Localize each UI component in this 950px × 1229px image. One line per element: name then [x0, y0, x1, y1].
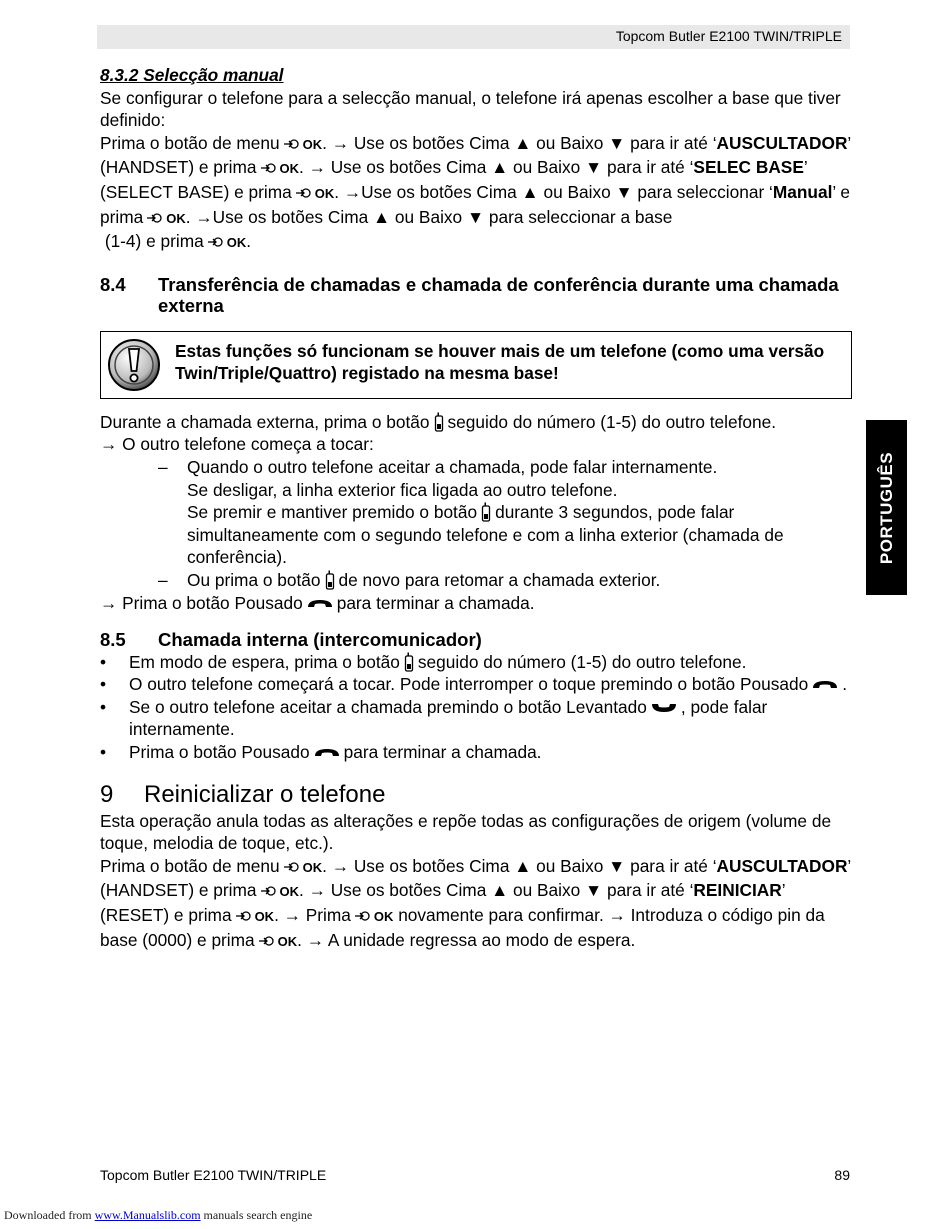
section-number: 8.5 — [100, 629, 126, 651]
hang-up-icon — [313, 746, 341, 760]
list-item — [100, 741, 852, 764]
text: . → Use os botões Cima ▲ ou Baixo ▼ para ir até ‘ — [299, 157, 694, 178]
section-9-intro: Esta operação anula todas as alterações e repõe todas as configurações de origem (volume de toque, melodia de toque, etc.). — [100, 810, 832, 854]
dash-marker: – — [158, 569, 168, 590]
menu-icon — [296, 187, 311, 199]
section-8-4-dash-list — [100, 456, 852, 592]
section-8-4-para-2: → O outro telefone começa a tocar: — [100, 434, 374, 455]
section-title: Reinicializar o telefone — [144, 780, 386, 808]
text: para terminar a chamada. — [336, 592, 535, 613]
hang-up-icon — [306, 597, 334, 611]
language-label: PORTUGUÊS — [876, 451, 896, 564]
text: . →Use os botões Cima ▲ ou Baixo ▼ para seleccionar a base — [185, 206, 673, 227]
bullet-marker: • — [100, 696, 107, 717]
text: , pode falar internamente. — [129, 696, 768, 740]
intercom-handset-icon — [325, 570, 335, 590]
ok-label: OK — [279, 161, 300, 177]
text: Em modo de espera, prima o botão — [129, 651, 400, 672]
text: Prima o botão Pousado — [129, 741, 310, 762]
section-8-4-heading — [100, 274, 852, 317]
menu-icon — [261, 885, 276, 897]
text: . → Use os botões Cima ▲ ou Baixo ▼ para ir até ‘ — [299, 880, 694, 901]
text: Se desligar, a linha exterior fica ligada ao outro telefone. — [187, 479, 618, 500]
intercom-handset-icon — [404, 652, 414, 672]
text: de novo para retomar a chamada exterior. — [338, 569, 661, 590]
text: novamente para confirmar. → Introduza o código pin da base (0000) e prima — [100, 904, 825, 950]
bullet-marker: • — [100, 651, 107, 672]
text: ’ (SELECT BASE) e prima — [100, 157, 808, 202]
section-9-instructions — [100, 855, 852, 953]
menu-term: AUSCULTADOR — [716, 132, 848, 153]
text: Prima o botão de menu — [100, 132, 280, 153]
section-8-3-2-instructions-end — [100, 230, 852, 255]
section-8-5-heading — [100, 629, 852, 651]
ok-label: OK — [302, 859, 323, 875]
list-item — [100, 569, 852, 592]
section-title: Transferência de chamadas e chamada de conferência durante uma chamada externa — [158, 273, 839, 317]
text: seguido do número (1-5) do outro telefone. — [447, 411, 777, 432]
warning-box — [100, 331, 852, 399]
ok-label: OK — [279, 884, 300, 900]
pick-up-icon — [650, 701, 678, 715]
download-prefix: Downloaded from — [4, 1208, 92, 1222]
text: Se o outro telefone aceitar a chamada premindo o botão Levantado — [129, 696, 647, 717]
text: para terminar a chamada. — [343, 741, 542, 762]
section-8-4-para-3 — [100, 592, 852, 615]
ok-label: OK — [226, 235, 247, 251]
download-suffix: manuals search engine — [203, 1208, 313, 1222]
menu-term: AUSCULTADOR — [716, 855, 848, 876]
text: Ou prima o botão — [187, 569, 321, 590]
text: seguido do número (1-5) do outro telefone. — [417, 651, 747, 672]
ok-label: OK — [254, 908, 275, 924]
menu-icon — [208, 236, 223, 248]
text: . → Prima — [274, 904, 351, 925]
text: ’ (HANDSET) e prima — [100, 855, 851, 901]
ok-label: OK — [277, 933, 298, 949]
section-8-5-bullet-list — [100, 651, 852, 764]
menu-icon — [284, 138, 299, 150]
page-content — [100, 64, 852, 953]
text: . → Use os botões Cima ▲ ou Baixo ▼ para ir até ‘ — [322, 132, 717, 153]
text: ’ (RESET) e prima — [100, 880, 785, 925]
section-number: 9 — [100, 780, 114, 808]
menu-icon — [284, 861, 299, 873]
footer-title: Topcom Butler E2100 TWIN/TRIPLE — [100, 1167, 327, 1183]
header-title: Topcom Butler E2100 TWIN/TRIPLE — [615, 28, 842, 44]
menu-term: SELEC BASE — [693, 157, 804, 178]
text: → Prima o botão Pousado — [100, 592, 303, 613]
bullet-marker: • — [100, 674, 107, 695]
list-item — [100, 673, 852, 696]
section-title: Chamada interna (intercomunicador) — [158, 629, 482, 651]
text: . — [246, 231, 252, 252]
text: Durante a chamada externa, prima o botão — [100, 411, 430, 432]
page-number: 89 — [834, 1167, 850, 1183]
intercom-handset-icon — [481, 502, 491, 522]
text: Se premir e mantiver premido o botão — [187, 502, 478, 523]
section-8-3-2-heading: 8.3.2 Selecção manual — [100, 65, 284, 85]
list-item — [100, 651, 852, 674]
intercom-handset-icon — [434, 412, 444, 432]
menu-term: Manual — [772, 181, 833, 202]
menu-icon — [259, 935, 274, 947]
section-number: 8.4 — [100, 273, 126, 295]
text: . → A unidade regressa ao modo de espera. — [297, 929, 636, 950]
download-note — [4, 1208, 312, 1223]
ok-label: OK — [314, 185, 335, 201]
dash-marker: – — [158, 456, 168, 477]
ok-label: OK — [302, 136, 323, 152]
language-side-tab — [866, 420, 907, 595]
text: . — [842, 674, 848, 695]
menu-icon — [147, 212, 162, 224]
text: O outro telefone começará a tocar. Pode interromper o toque premindo o botão Pousado — [129, 674, 809, 695]
hang-up-icon — [811, 678, 839, 692]
ok-label: OK — [373, 908, 394, 924]
warning-text: Estas funções só funcionam se houver mais de um telefone (como uma versão Twin/Triple/Quattro) registado na mesma base! — [175, 340, 825, 384]
text: (1-4) e prima — [104, 231, 204, 252]
section-8-3-2-instructions — [100, 132, 852, 230]
section-8-4-para-1 — [100, 411, 852, 434]
manualslib-link[interactable]: www.Manualslib.com — [94, 1208, 201, 1222]
text: Quando o outro telefone aceitar a chamada, pode falar internamente. — [187, 456, 718, 477]
list-item — [100, 456, 852, 569]
menu-icon — [236, 910, 251, 922]
menu-icon — [355, 910, 370, 922]
text: . → Use os botões Cima ▲ ou Baixo ▼ para ir até ‘ — [322, 855, 717, 876]
text: durante 3 segundos, pode falar simultaneamente com o segundo telefone e com a linha exterior (chamada de conferência). — [187, 502, 784, 568]
bullet-marker: • — [100, 741, 107, 762]
text: Prima o botão de menu — [100, 855, 280, 876]
text: ’ e prima — [100, 181, 851, 227]
exclamation-icon — [107, 338, 161, 392]
section-8-3-2-intro: Se configurar o telefone para a selecção manual, o telefone irá apenas escolher a base que tiver definido: — [100, 87, 841, 131]
menu-term: REINICIAR — [693, 880, 782, 901]
text: . →Use os botões Cima ▲ ou Baixo ▼ para seleccionar ‘ — [334, 181, 773, 202]
list-item — [100, 696, 852, 741]
header-bar — [97, 25, 850, 49]
ok-label: OK — [166, 210, 186, 226]
menu-icon — [261, 162, 276, 174]
section-9-heading — [100, 780, 852, 810]
text: ’ (HANDSET) e prima — [100, 132, 851, 178]
